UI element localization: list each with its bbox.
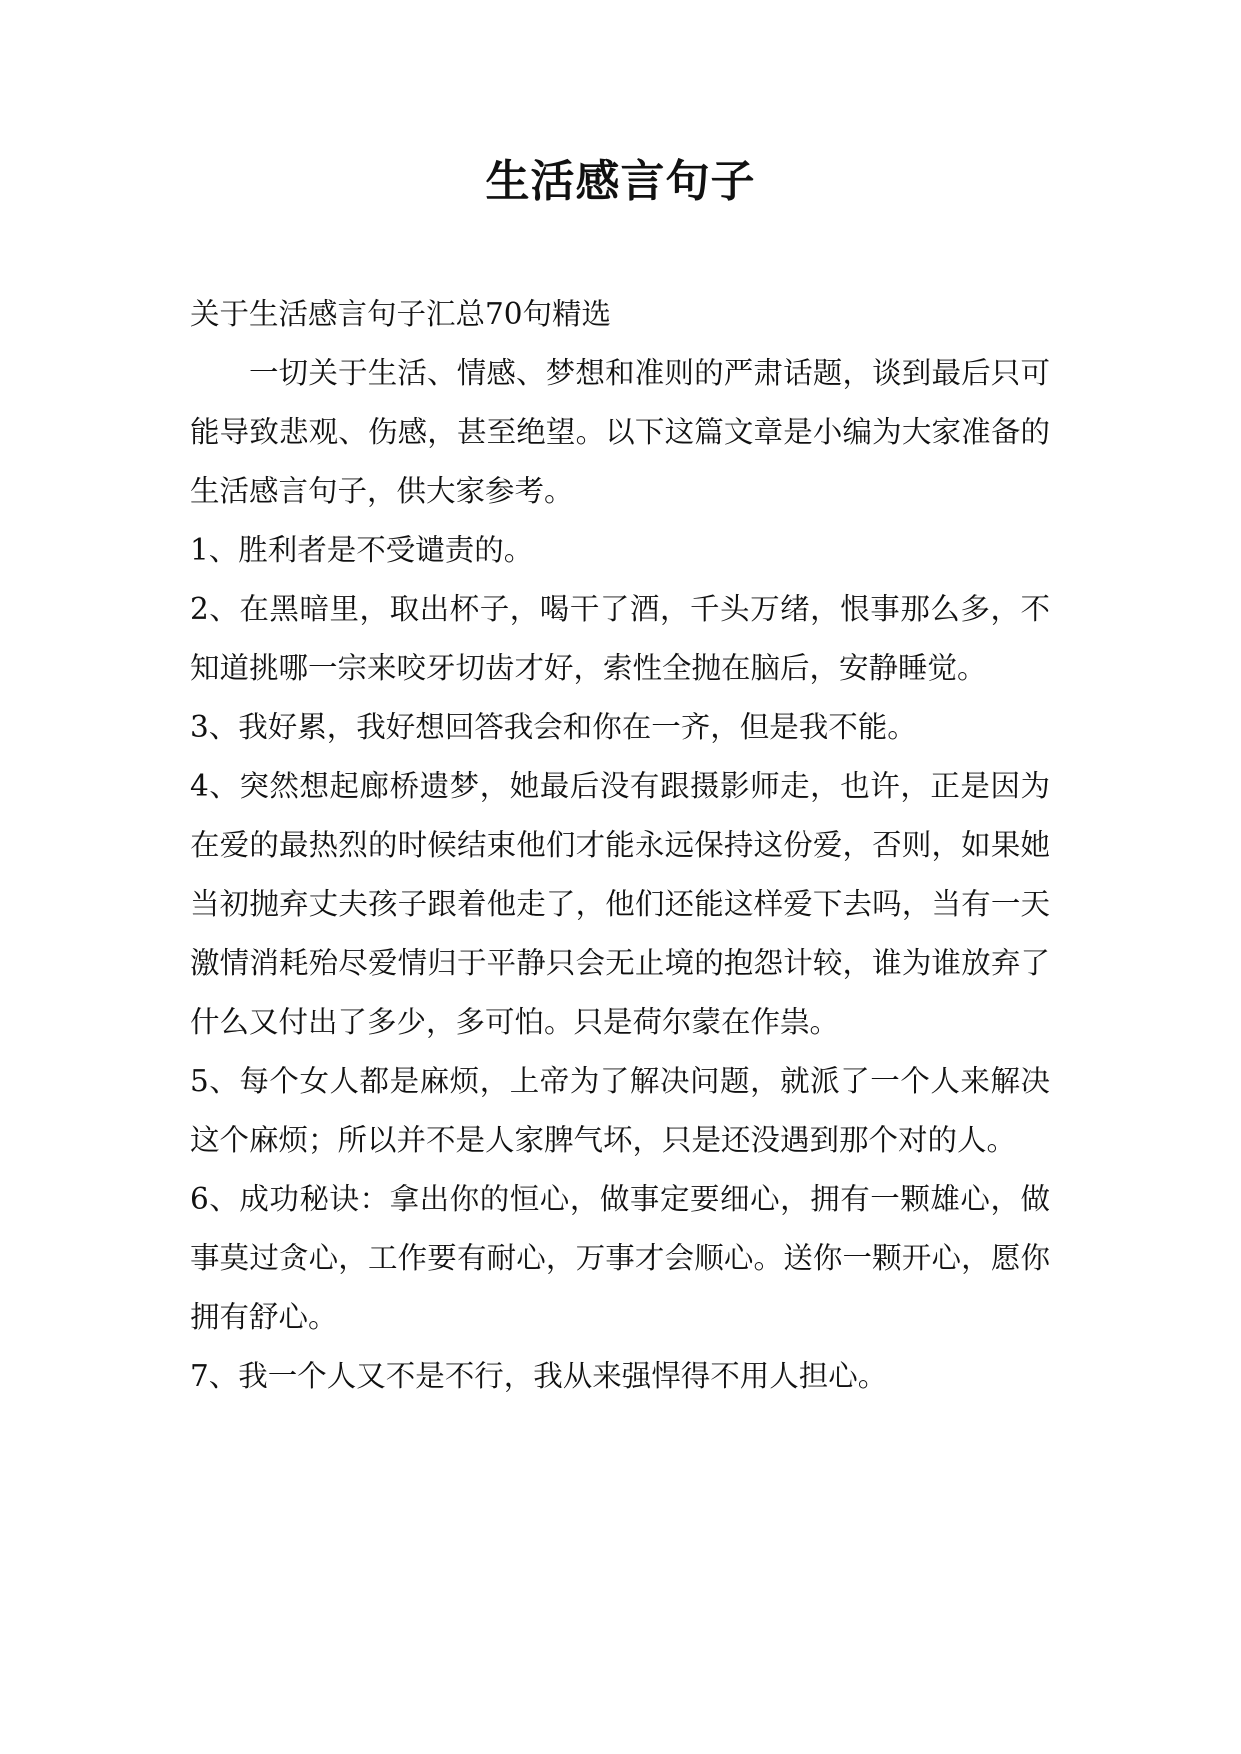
quote-item: 3、我好累，我好想回答我会和你在一齐，但是我不能。 xyxy=(190,710,917,744)
intro-paragraph: 一切关于生活、情感、梦想和准则的严肃话题，谈到最后只可能导致悲观、伤感，甚至绝望。以下这篇文章是小编为大家准备的生活感言句子，供大家参考。 xyxy=(190,356,1050,508)
document-body xyxy=(190,285,1050,1406)
quote-item: 4、突然想起廊桥遗梦，她最后没有跟摄影师走，也许，正是因为在爱的最热烈的时候结束他们才能永远保持这份爱，否则，如果她当初抛弃丈夫孩子跟着他走了，他们还能这样爱下去吗，当有一天激情消耗殆尽爱情归于平静只会无止境的抱怨计较，谁为谁放弃了什么又付出了多少，多可怕。只是荷尔蒙在作祟。 xyxy=(190,769,1050,1039)
quote-item: 2、在黑暗里，取出杯子，喝干了酒，千头万绪，恨事那么多，不知道挑哪一宗来咬牙切齿才好，索性全抛在脑后，安静睡觉。 xyxy=(190,592,1050,685)
quote-item: 7、我一个人又不是不行，我从来强悍得不用人担心。 xyxy=(190,1359,888,1393)
subtitle: 关于生活感言句子汇总70句精选 xyxy=(190,297,612,331)
quote-item: 1、胜利者是不受谴责的。 xyxy=(190,533,534,567)
quote-item: 5、每个女人都是麻烦，上帝为了解决问题，就派了一个人来解决这个麻烦；所以并不是人家脾气坏，只是还没遇到那个对的人。 xyxy=(190,1064,1050,1157)
quote-item: 6、成功秘诀：拿出你的恒心，做事定要细心，拥有一颗雄心，做事莫过贪心，工作要有耐心，万事才会顺心。送你一颗开心，愿你拥有舒心。 xyxy=(190,1182,1050,1334)
document-title: 生活感言句子 xyxy=(485,156,756,207)
